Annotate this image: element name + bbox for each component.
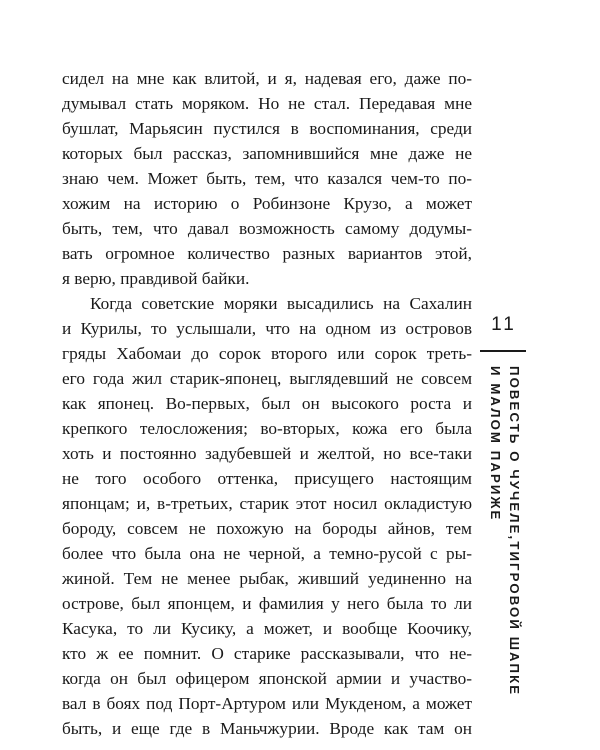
- text-line: крепкого телосложения; во-вторых, кожа его была: [62, 419, 472, 438]
- text-line: хожим на историю о Робинзоне Крузо, а может: [62, 194, 472, 213]
- text-line: сидел на мне как влитой, и я, надевая его, даже по-: [62, 69, 472, 88]
- text-line: не того особого оттенка, присущего настоящим: [62, 469, 472, 488]
- text-line: Касука, то ли Кусику, а может, и вообще Коочику,: [62, 619, 472, 638]
- paragraph-start-line: Когда советские моряки высадились на Сахалин: [90, 294, 472, 313]
- text-line: которых был рассказ, запомнившийся мне даже не: [62, 144, 472, 163]
- text-line: гряды Хабомаи до сорок второго или сорок треть-: [62, 344, 472, 363]
- text-line: когда он был офицером японской армии и участво-: [62, 669, 472, 688]
- text-line: более что была она не черной, а темно-русой с ры-: [62, 544, 472, 563]
- text-line: вать огромное количество разных вариантов этой,: [62, 244, 472, 263]
- text-line: бушлат, Марьясин пустился в воспоминания, среди: [62, 119, 472, 138]
- text-line: бороду, совсем не похожую на бороды айнов, тем: [62, 519, 472, 538]
- text-line: жиной. Тем не менее рыбак, живший уединенно на: [62, 569, 472, 588]
- text-line: быть, и еще где в Маньчжурии. Вроде как там он: [62, 719, 472, 738]
- page-number: 11: [491, 314, 517, 335]
- text-line: думывал стать моряком. Но не стал. Передавая мне: [62, 94, 472, 113]
- text-line: быть, тем, что давал возможность самому додумы-: [62, 219, 472, 238]
- running-title-line-1: ПОВЕСТЬ О ЧУЧЕЛЕ,ТИГРОВОЙ ШАПКЕ: [507, 366, 522, 697]
- text-line: хоть и постоянно задубевшей и желтой, но все-таки: [62, 444, 472, 463]
- text-line: знаю чем. Может быть, тем, что казался чем-то по-: [62, 169, 472, 188]
- text-line: вал в боях под Порт-Артуром или Мукденом, а может: [62, 694, 472, 713]
- text-line: японцам; и, в-третьих, старик этот носил окладистую: [62, 494, 472, 513]
- running-title: [484, 366, 524, 697]
- text-line: как японец. Во-первых, был он высокого роста и: [62, 394, 472, 413]
- paragraph-end-line: я верю, правдивой байки.: [62, 269, 250, 288]
- running-title-line-2: И МАЛОМ ПАРИЖЕ: [488, 366, 503, 522]
- text-line: острове, был японцем, и фамилия у него была то ли: [62, 594, 472, 613]
- page-number-rule: [480, 350, 526, 352]
- text-line: кто ж ее помнит. О старике рассказывали, что не-: [62, 644, 472, 663]
- text-line: его года жил старик-японец, выглядевший не совсем: [62, 369, 472, 388]
- page-body-text: [62, 66, 472, 741]
- text-line: и Курилы, то услышали, что на одном из островов: [62, 319, 472, 338]
